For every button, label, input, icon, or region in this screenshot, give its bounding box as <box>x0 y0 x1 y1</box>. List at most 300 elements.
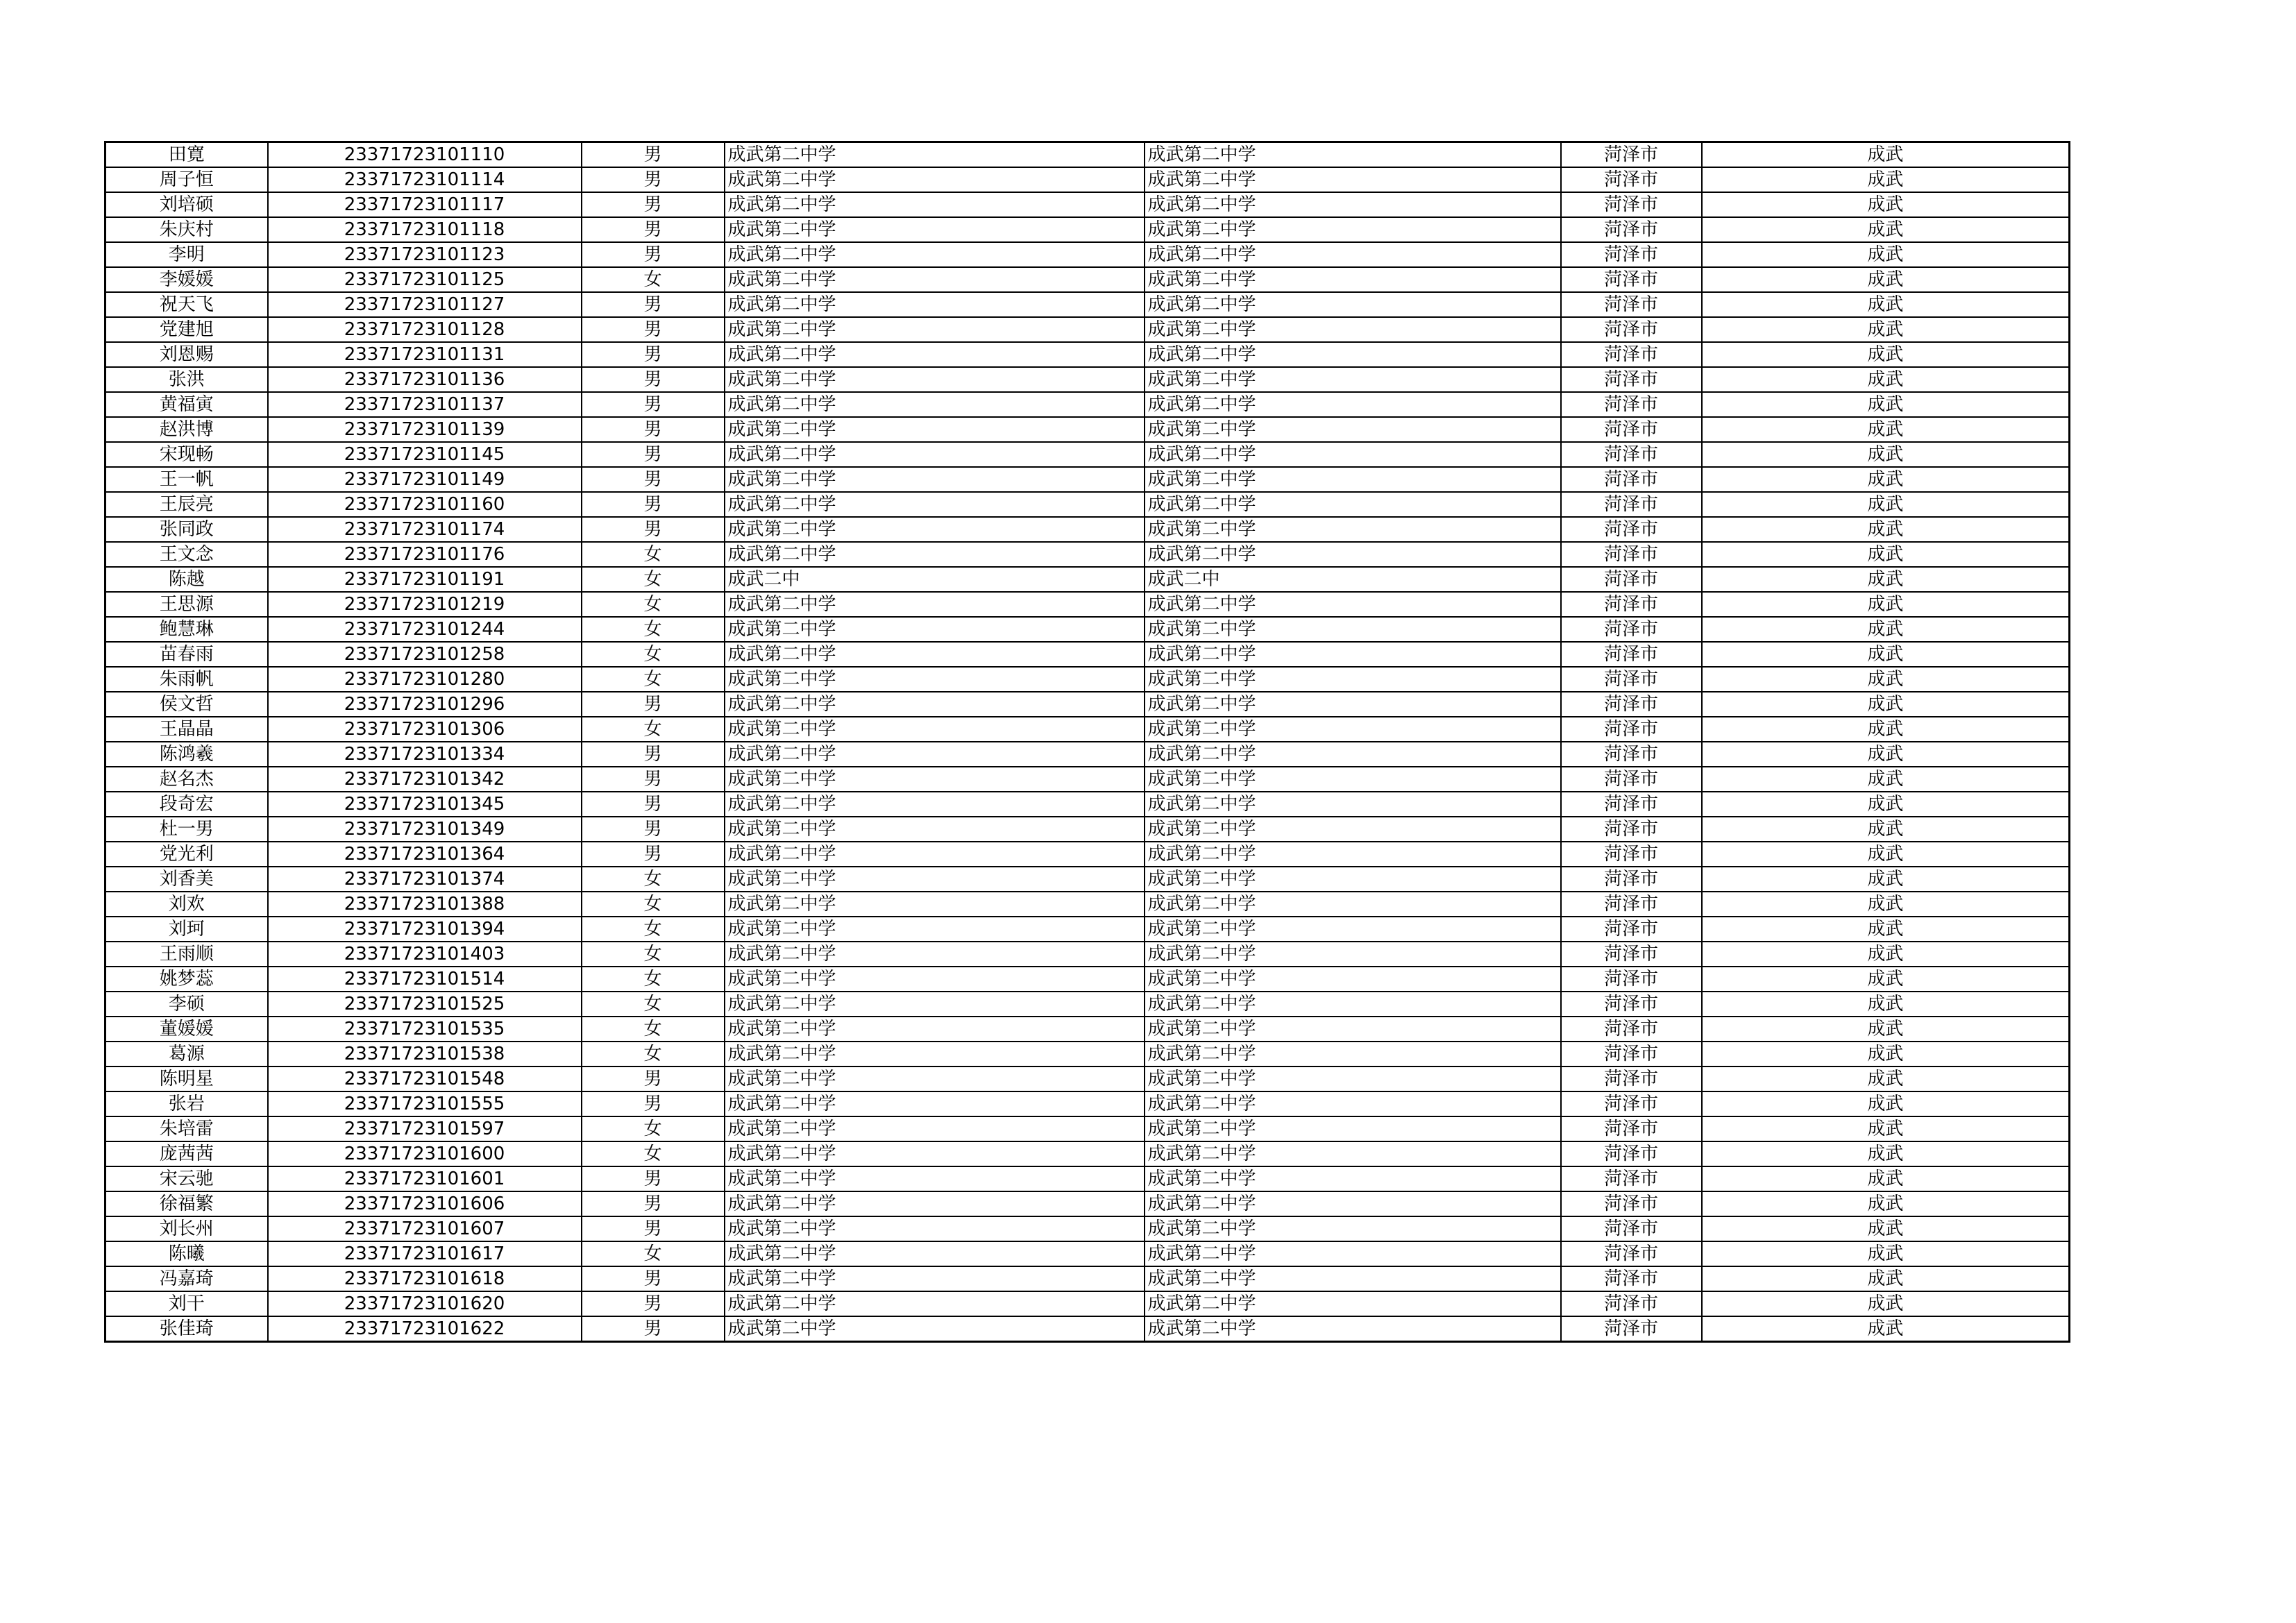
enrolled-school-cell: 成武第二中学 <box>1145 1166 1561 1191</box>
enrolled-school-cell: 成武第二中学 <box>1145 442 1561 467</box>
gender-cell: 男 <box>582 242 725 267</box>
exam-number-cell: 23371723101128 <box>268 317 582 342</box>
student-name-cell: 王辰亮 <box>105 492 268 517</box>
table-row <box>105 142 2070 168</box>
enrolled-school-cell: 成武第二中学 <box>1145 542 1561 567</box>
school-cell: 成武第二中学 <box>725 1241 1145 1266</box>
city-cell: 菏泽市 <box>1561 242 1702 267</box>
county-cell: 成武 <box>1702 492 2070 517</box>
enrolled-school-cell: 成武第二中学 <box>1145 317 1561 342</box>
enrolled-school-cell: 成武第二中学 <box>1145 592 1561 617</box>
school-cell: 成武第二中学 <box>725 1191 1145 1216</box>
exam-number-cell: 23371723101388 <box>268 892 582 917</box>
exam-number-cell: 23371723101364 <box>268 842 582 867</box>
city-cell: 菏泽市 <box>1561 892 1702 917</box>
enrolled-school-cell: 成武第二中学 <box>1145 267 1561 292</box>
enrolled-school-cell: 成武第二中学 <box>1145 142 1561 168</box>
table-row <box>105 817 2070 842</box>
exam-number-cell: 23371723101601 <box>268 1166 582 1191</box>
gender-cell: 女 <box>582 992 725 1017</box>
gender-cell: 男 <box>582 792 725 817</box>
county-cell: 成武 <box>1702 1067 2070 1091</box>
enrolled-school-cell: 成武第二中学 <box>1145 1017 1561 1042</box>
gender-cell: 男 <box>582 1316 725 1342</box>
table-row <box>105 167 2070 192</box>
student-roster-table <box>104 141 2070 1343</box>
school-cell: 成武第二中学 <box>725 192 1145 217</box>
enrolled-school-cell: 成武第二中学 <box>1145 1216 1561 1241</box>
school-cell: 成武第二中学 <box>725 1141 1145 1166</box>
exam-number-cell: 23371723101136 <box>268 367 582 392</box>
city-cell: 菏泽市 <box>1561 1116 1702 1141</box>
table-row <box>105 892 2070 917</box>
city-cell: 菏泽市 <box>1561 1017 1702 1042</box>
school-cell: 成武第二中学 <box>725 717 1145 742</box>
student-name-cell: 冯嘉琦 <box>105 1266 268 1291</box>
enrolled-school-cell: 成武第二中学 <box>1145 1067 1561 1091</box>
school-cell: 成武第二中学 <box>725 1017 1145 1042</box>
enrolled-school-cell: 成武第二中学 <box>1145 1116 1561 1141</box>
county-cell: 成武 <box>1702 967 2070 992</box>
student-name-cell: 陈越 <box>105 567 268 592</box>
enrolled-school-cell: 成武第二中学 <box>1145 492 1561 517</box>
exam-number-cell: 23371723101597 <box>268 1116 582 1141</box>
school-cell: 成武第二中学 <box>725 917 1145 942</box>
county-cell: 成武 <box>1702 717 2070 742</box>
school-cell: 成武第二中学 <box>725 1116 1145 1141</box>
enrolled-school-cell: 成武第二中学 <box>1145 667 1561 692</box>
enrolled-school-cell: 成武第二中学 <box>1145 742 1561 767</box>
school-cell: 成武第二中学 <box>725 692 1145 717</box>
city-cell: 菏泽市 <box>1561 192 1702 217</box>
gender-cell: 男 <box>582 492 725 517</box>
exam-number-cell: 23371723101145 <box>268 442 582 467</box>
table-row <box>105 1116 2070 1141</box>
county-cell: 成武 <box>1702 942 2070 967</box>
exam-number-cell: 23371723101174 <box>268 517 582 542</box>
enrolled-school-cell: 成武第二中学 <box>1145 817 1561 842</box>
enrolled-school-cell: 成武第二中学 <box>1145 642 1561 667</box>
gender-cell: 男 <box>582 167 725 192</box>
school-cell: 成武第二中学 <box>725 867 1145 892</box>
enrolled-school-cell: 成武第二中学 <box>1145 342 1561 367</box>
county-cell: 成武 <box>1702 467 2070 492</box>
enrolled-school-cell: 成武第二中学 <box>1145 167 1561 192</box>
table-row <box>105 417 2070 442</box>
enrolled-school-cell: 成武第二中学 <box>1145 392 1561 417</box>
county-cell: 成武 <box>1702 917 2070 942</box>
county-cell: 成武 <box>1702 267 2070 292</box>
gender-cell: 男 <box>582 317 725 342</box>
enrolled-school-cell: 成武第二中学 <box>1145 1091 1561 1116</box>
gender-cell: 女 <box>582 917 725 942</box>
school-cell: 成武第二中学 <box>725 417 1145 442</box>
city-cell: 菏泽市 <box>1561 1166 1702 1191</box>
city-cell: 菏泽市 <box>1561 1216 1702 1241</box>
gender-cell: 男 <box>582 217 725 242</box>
county-cell: 成武 <box>1702 892 2070 917</box>
table-row <box>105 692 2070 717</box>
exam-number-cell: 23371723101244 <box>268 617 582 642</box>
school-cell: 成武第二中学 <box>725 1166 1145 1191</box>
city-cell: 菏泽市 <box>1561 992 1702 1017</box>
city-cell: 菏泽市 <box>1561 1316 1702 1342</box>
county-cell: 成武 <box>1702 1191 2070 1216</box>
gender-cell: 男 <box>582 342 725 367</box>
enrolled-school-cell: 成武第二中学 <box>1145 992 1561 1017</box>
student-name-cell: 李明 <box>105 242 268 267</box>
school-cell: 成武第二中学 <box>725 992 1145 1017</box>
gender-cell: 女 <box>582 867 725 892</box>
student-name-cell: 赵洪博 <box>105 417 268 442</box>
city-cell: 菏泽市 <box>1561 742 1702 767</box>
gender-cell: 女 <box>582 617 725 642</box>
student-name-cell: 庞茜茜 <box>105 1141 268 1166</box>
gender-cell: 男 <box>582 1166 725 1191</box>
county-cell: 成武 <box>1702 792 2070 817</box>
school-cell: 成武第二中学 <box>725 742 1145 767</box>
school-cell: 成武第二中学 <box>725 267 1145 292</box>
county-cell: 成武 <box>1702 592 2070 617</box>
city-cell: 菏泽市 <box>1561 442 1702 467</box>
city-cell: 菏泽市 <box>1561 1042 1702 1067</box>
school-cell: 成武第二中学 <box>725 467 1145 492</box>
school-cell: 成武第二中学 <box>725 617 1145 642</box>
school-cell: 成武第二中学 <box>725 967 1145 992</box>
exam-number-cell: 23371723101137 <box>268 392 582 417</box>
county-cell: 成武 <box>1702 1116 2070 1141</box>
student-name-cell: 祝天飞 <box>105 292 268 317</box>
school-cell: 成武第二中学 <box>725 792 1145 817</box>
city-cell: 菏泽市 <box>1561 1266 1702 1291</box>
city-cell: 菏泽市 <box>1561 292 1702 317</box>
table-row <box>105 717 2070 742</box>
exam-number-cell: 23371723101600 <box>268 1141 582 1166</box>
table-row <box>105 617 2070 642</box>
gender-cell: 男 <box>582 817 725 842</box>
table-row <box>105 217 2070 242</box>
county-cell: 成武 <box>1702 842 2070 867</box>
school-cell: 成武第二中学 <box>725 142 1145 168</box>
city-cell: 菏泽市 <box>1561 642 1702 667</box>
table-row <box>105 667 2070 692</box>
school-cell: 成武第二中学 <box>725 642 1145 667</box>
county-cell: 成武 <box>1702 567 2070 592</box>
school-cell: 成武第二中学 <box>725 292 1145 317</box>
exam-number-cell: 23371723101149 <box>268 467 582 492</box>
table-row <box>105 192 2070 217</box>
student-name-cell: 张岩 <box>105 1091 268 1116</box>
table-row <box>105 1216 2070 1241</box>
student-name-cell: 宋现畅 <box>105 442 268 467</box>
table-row <box>105 942 2070 967</box>
table-body <box>105 142 2070 1342</box>
county-cell: 成武 <box>1702 1017 2070 1042</box>
school-cell: 成武第二中学 <box>725 1042 1145 1067</box>
exam-number-cell: 23371723101374 <box>268 867 582 892</box>
table-row <box>105 792 2070 817</box>
student-name-cell: 徐福繁 <box>105 1191 268 1216</box>
exam-number-cell: 23371723101127 <box>268 292 582 317</box>
school-cell: 成武第二中学 <box>725 317 1145 342</box>
city-cell: 菏泽市 <box>1561 942 1702 967</box>
exam-number-cell: 23371723101296 <box>268 692 582 717</box>
table-row <box>105 1166 2070 1191</box>
table-row <box>105 267 2070 292</box>
gender-cell: 女 <box>582 542 725 567</box>
school-cell: 成武第二中学 <box>725 592 1145 617</box>
table-row <box>105 867 2070 892</box>
city-cell: 菏泽市 <box>1561 142 1702 168</box>
county-cell: 成武 <box>1702 817 2070 842</box>
student-name-cell: 王一帆 <box>105 467 268 492</box>
gender-cell: 女 <box>582 892 725 917</box>
enrolled-school-cell: 成武第二中学 <box>1145 1316 1561 1342</box>
gender-cell: 女 <box>582 717 725 742</box>
gender-cell: 男 <box>582 417 725 442</box>
enrolled-school-cell: 成武第二中学 <box>1145 767 1561 792</box>
school-cell: 成武第二中学 <box>725 542 1145 567</box>
city-cell: 菏泽市 <box>1561 617 1702 642</box>
county-cell: 成武 <box>1702 1316 2070 1342</box>
exam-number-cell: 23371723101538 <box>268 1042 582 1067</box>
city-cell: 菏泽市 <box>1561 767 1702 792</box>
table-row <box>105 1067 2070 1091</box>
student-name-cell: 刘珂 <box>105 917 268 942</box>
exam-number-cell: 23371723101622 <box>268 1316 582 1342</box>
city-cell: 菏泽市 <box>1561 967 1702 992</box>
county-cell: 成武 <box>1702 1141 2070 1166</box>
county-cell: 成武 <box>1702 1266 2070 1291</box>
enrolled-school-cell: 成武第二中学 <box>1145 1191 1561 1216</box>
county-cell: 成武 <box>1702 767 2070 792</box>
exam-number-cell: 23371723101618 <box>268 1266 582 1291</box>
enrolled-school-cell: 成武第二中学 <box>1145 517 1561 542</box>
school-cell: 成武第二中学 <box>725 667 1145 692</box>
school-cell: 成武第二中学 <box>725 442 1145 467</box>
student-name-cell: 周子恒 <box>105 167 268 192</box>
school-cell: 成武第二中学 <box>725 167 1145 192</box>
enrolled-school-cell: 成武第二中学 <box>1145 792 1561 817</box>
city-cell: 菏泽市 <box>1561 917 1702 942</box>
student-name-cell: 董媛媛 <box>105 1017 268 1042</box>
student-name-cell: 刘培硕 <box>105 192 268 217</box>
exam-number-cell: 23371723101306 <box>268 717 582 742</box>
table-row <box>105 1291 2070 1316</box>
enrolled-school-cell: 成武第二中学 <box>1145 942 1561 967</box>
enrolled-school-cell: 成武第二中学 <box>1145 892 1561 917</box>
enrolled-school-cell: 成武第二中学 <box>1145 1291 1561 1316</box>
school-cell: 成武第二中学 <box>725 1216 1145 1241</box>
gender-cell: 女 <box>582 942 725 967</box>
exam-number-cell: 23371723101118 <box>268 217 582 242</box>
city-cell: 菏泽市 <box>1561 467 1702 492</box>
student-name-cell: 王文念 <box>105 542 268 567</box>
student-name-cell: 葛源 <box>105 1042 268 1067</box>
gender-cell: 男 <box>582 1291 725 1316</box>
student-name-cell: 田寛 <box>105 142 268 168</box>
city-cell: 菏泽市 <box>1561 867 1702 892</box>
student-name-cell: 李硕 <box>105 992 268 1017</box>
school-cell: 成武第二中学 <box>725 892 1145 917</box>
county-cell: 成武 <box>1702 617 2070 642</box>
county-cell: 成武 <box>1702 867 2070 892</box>
enrolled-school-cell: 成武第二中学 <box>1145 217 1561 242</box>
school-cell: 成武第二中学 <box>725 1091 1145 1116</box>
county-cell: 成武 <box>1702 342 2070 367</box>
student-name-cell: 李媛媛 <box>105 267 268 292</box>
exam-number-cell: 23371723101131 <box>268 342 582 367</box>
exam-number-cell: 23371723101117 <box>268 192 582 217</box>
enrolled-school-cell: 成武第二中学 <box>1145 417 1561 442</box>
enrolled-school-cell: 成武第二中学 <box>1145 467 1561 492</box>
table-row <box>105 517 2070 542</box>
enrolled-school-cell: 成武第二中学 <box>1145 242 1561 267</box>
exam-number-cell: 23371723101606 <box>268 1191 582 1216</box>
student-name-cell: 陈曦 <box>105 1241 268 1266</box>
enrolled-school-cell: 成武第二中学 <box>1145 842 1561 867</box>
school-cell: 成武第二中学 <box>725 492 1145 517</box>
gender-cell: 女 <box>582 667 725 692</box>
enrolled-school-cell: 成武第二中学 <box>1145 1042 1561 1067</box>
school-cell: 成武第二中学 <box>725 342 1145 367</box>
table-row <box>105 1241 2070 1266</box>
gender-cell: 男 <box>582 392 725 417</box>
exam-number-cell: 23371723101607 <box>268 1216 582 1241</box>
table-row <box>105 592 2070 617</box>
exam-number-cell: 23371723101525 <box>268 992 582 1017</box>
city-cell: 菏泽市 <box>1561 342 1702 367</box>
enrolled-school-cell: 成武第二中学 <box>1145 292 1561 317</box>
exam-number-cell: 23371723101280 <box>268 667 582 692</box>
gender-cell: 女 <box>582 1042 725 1067</box>
gender-cell: 男 <box>582 1216 725 1241</box>
table-row <box>105 642 2070 667</box>
table-row <box>105 392 2070 417</box>
exam-number-cell: 23371723101219 <box>268 592 582 617</box>
county-cell: 成武 <box>1702 167 2070 192</box>
table-row <box>105 1266 2070 1291</box>
student-name-cell: 朱雨帆 <box>105 667 268 692</box>
gender-cell: 男 <box>582 1191 725 1216</box>
student-name-cell: 杜一男 <box>105 817 268 842</box>
city-cell: 菏泽市 <box>1561 392 1702 417</box>
school-cell: 成武第二中学 <box>725 217 1145 242</box>
enrolled-school-cell: 成武第二中学 <box>1145 192 1561 217</box>
county-cell: 成武 <box>1702 1091 2070 1116</box>
city-cell: 菏泽市 <box>1561 267 1702 292</box>
school-cell: 成武第二中学 <box>725 767 1145 792</box>
county-cell: 成武 <box>1702 1241 2070 1266</box>
exam-number-cell: 23371723101176 <box>268 542 582 567</box>
student-name-cell: 陈鸿羲 <box>105 742 268 767</box>
exam-number-cell: 23371723101114 <box>268 167 582 192</box>
gender-cell: 男 <box>582 142 725 168</box>
city-cell: 菏泽市 <box>1561 1141 1702 1166</box>
exam-number-cell: 23371723101403 <box>268 942 582 967</box>
gender-cell: 女 <box>582 1141 725 1166</box>
enrolled-school-cell: 成武第二中学 <box>1145 1141 1561 1166</box>
table-row <box>105 1191 2070 1216</box>
city-cell: 菏泽市 <box>1561 567 1702 592</box>
student-name-cell: 鲍慧琳 <box>105 617 268 642</box>
exam-number-cell: 23371723101110 <box>268 142 582 168</box>
exam-number-cell: 23371723101514 <box>268 967 582 992</box>
student-name-cell: 张洪 <box>105 367 268 392</box>
enrolled-school-cell: 成武第二中学 <box>1145 967 1561 992</box>
table-row <box>105 492 2070 517</box>
city-cell: 菏泽市 <box>1561 1091 1702 1116</box>
enrolled-school-cell: 成武第二中学 <box>1145 1266 1561 1291</box>
gender-cell: 男 <box>582 467 725 492</box>
city-cell: 菏泽市 <box>1561 842 1702 867</box>
city-cell: 菏泽市 <box>1561 167 1702 192</box>
county-cell: 成武 <box>1702 292 2070 317</box>
student-name-cell: 赵名杰 <box>105 767 268 792</box>
student-name-cell: 姚梦蕊 <box>105 967 268 992</box>
exam-number-cell: 23371723101258 <box>268 642 582 667</box>
county-cell: 成武 <box>1702 392 2070 417</box>
gender-cell: 男 <box>582 517 725 542</box>
exam-number-cell: 23371723101342 <box>268 767 582 792</box>
table-row <box>105 1316 2070 1342</box>
exam-number-cell: 23371723101139 <box>268 417 582 442</box>
student-name-cell: 王雨顺 <box>105 942 268 967</box>
table-row <box>105 742 2070 767</box>
gender-cell: 男 <box>582 692 725 717</box>
table-row <box>105 317 2070 342</box>
exam-number-cell: 23371723101345 <box>268 792 582 817</box>
student-name-cell: 宋云驰 <box>105 1166 268 1191</box>
table-row <box>105 292 2070 317</box>
county-cell: 成武 <box>1702 542 2070 567</box>
exam-number-cell: 23371723101394 <box>268 917 582 942</box>
student-name-cell: 王思源 <box>105 592 268 617</box>
exam-number-cell: 23371723101334 <box>268 742 582 767</box>
city-cell: 菏泽市 <box>1561 417 1702 442</box>
table-row <box>105 542 2070 567</box>
student-name-cell: 朱庆村 <box>105 217 268 242</box>
gender-cell: 男 <box>582 367 725 392</box>
school-cell: 成武第二中学 <box>725 842 1145 867</box>
school-cell: 成武二中 <box>725 567 1145 592</box>
gender-cell: 女 <box>582 1017 725 1042</box>
student-name-cell: 刘欢 <box>105 892 268 917</box>
county-cell: 成武 <box>1702 442 2070 467</box>
table-row <box>105 1017 2070 1042</box>
student-name-cell: 刘长州 <box>105 1216 268 1241</box>
city-cell: 菏泽市 <box>1561 1291 1702 1316</box>
school-cell: 成武第二中学 <box>725 942 1145 967</box>
city-cell: 菏泽市 <box>1561 1241 1702 1266</box>
exam-number-cell: 23371723101617 <box>268 1241 582 1266</box>
city-cell: 菏泽市 <box>1561 317 1702 342</box>
student-name-cell: 张同政 <box>105 517 268 542</box>
city-cell: 菏泽市 <box>1561 717 1702 742</box>
gender-cell: 男 <box>582 842 725 867</box>
gender-cell: 女 <box>582 592 725 617</box>
exam-number-cell: 23371723101349 <box>268 817 582 842</box>
county-cell: 成武 <box>1702 1291 2070 1316</box>
gender-cell: 男 <box>582 1266 725 1291</box>
school-cell: 成武第二中学 <box>725 1291 1145 1316</box>
gender-cell: 男 <box>582 1091 725 1116</box>
enrolled-school-cell: 成武第二中学 <box>1145 717 1561 742</box>
county-cell: 成武 <box>1702 417 2070 442</box>
city-cell: 菏泽市 <box>1561 542 1702 567</box>
student-name-cell: 刘香美 <box>105 867 268 892</box>
enrolled-school-cell: 成武二中 <box>1145 567 1561 592</box>
